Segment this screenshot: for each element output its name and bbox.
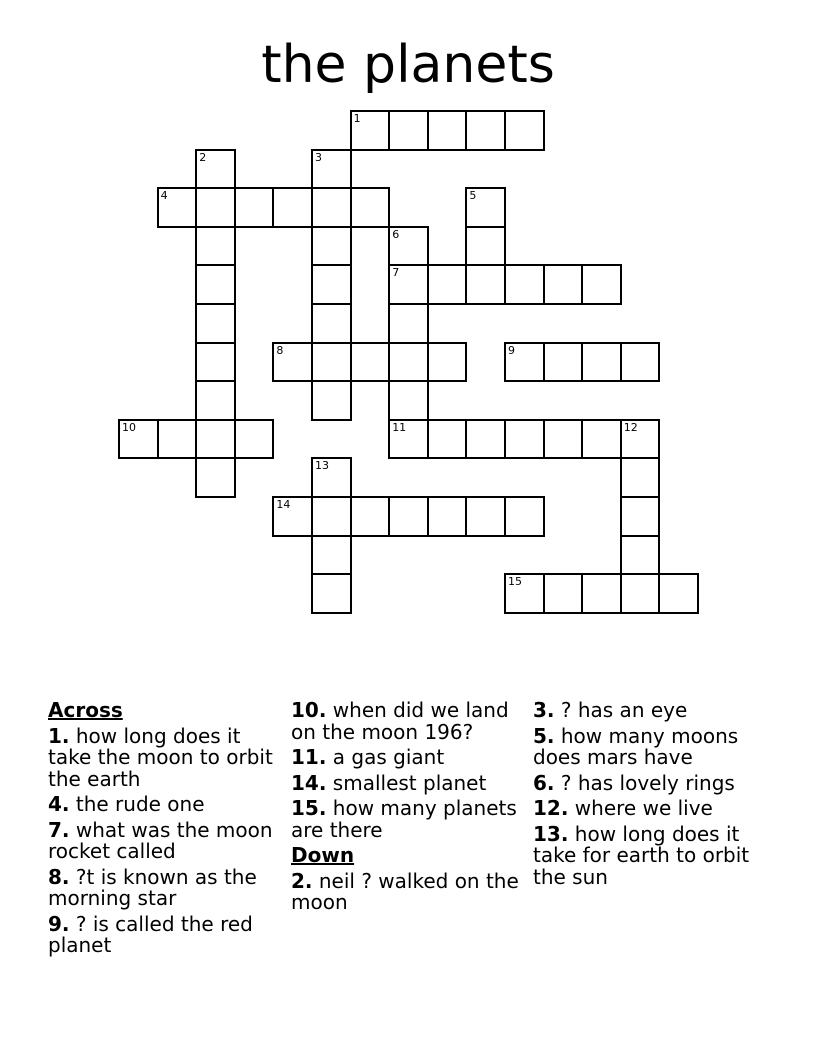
grid-cell[interactable] [272, 187, 313, 228]
grid-cell[interactable] [465, 187, 506, 228]
grid-cell[interactable] [543, 342, 584, 383]
cell-number: 15 [508, 575, 522, 589]
grid-cell[interactable] [157, 187, 198, 228]
clue-down-5: 5. how many moons does mars have [533, 723, 739, 769]
grid-cell[interactable] [658, 573, 699, 614]
grid-cell[interactable] [388, 110, 429, 151]
grid-cell[interactable] [195, 419, 236, 460]
grid-cell[interactable] [311, 573, 352, 614]
grid-cell[interactable] [504, 496, 545, 537]
puzzle-title: the planets [261, 35, 555, 95]
grid-cell[interactable] [195, 187, 236, 228]
grid-cell[interactable] [350, 110, 391, 151]
grid-cell[interactable] [311, 342, 352, 383]
grid-cell[interactable] [620, 419, 661, 460]
grid-cell[interactable] [311, 380, 352, 421]
grid-cell[interactable] [620, 496, 661, 537]
grid-cell[interactable] [195, 149, 236, 190]
grid-cell[interactable] [543, 573, 584, 614]
clue-across-4: 4. the rude one [48, 792, 205, 816]
grid-cell[interactable] [311, 303, 352, 344]
cell-number: 2 [199, 150, 207, 164]
clue-across-10: 10. when did we land on the moon 196? [291, 698, 509, 744]
grid-cell[interactable] [234, 419, 275, 460]
clue-across-1: 1. how long does it take the moon to orbit the earth [48, 723, 273, 791]
grid-cell[interactable] [118, 419, 159, 460]
grid-cell[interactable] [581, 264, 622, 305]
cell-number: 7 [392, 266, 400, 280]
clue-down-12: 12. where we live [533, 796, 713, 820]
grid-cell[interactable] [311, 264, 352, 305]
cell-number: 3 [315, 150, 322, 164]
grid-cell[interactable] [581, 573, 622, 614]
grid-cell[interactable] [311, 149, 352, 190]
cell-number: 13 [315, 459, 329, 473]
grid-cell[interactable] [581, 419, 622, 460]
grid-cell[interactable] [465, 496, 506, 537]
clue-down-3: 3. ? has an eye [533, 698, 688, 722]
clue-across-15: 15. how many planets are there [291, 796, 517, 842]
grid-cell[interactable] [620, 573, 661, 614]
grid-cell[interactable] [195, 457, 236, 498]
grid-cell[interactable] [620, 457, 661, 498]
cell-number: 5 [469, 189, 477, 203]
grid-cell[interactable] [427, 264, 468, 305]
grid-cell[interactable] [272, 496, 313, 537]
grid-cell[interactable] [620, 342, 661, 383]
clue-down-6: 6. ? has lovely rings [533, 770, 735, 795]
clue-down-2: 2. neil ? walked on the moon [291, 868, 519, 914]
clue-across-7: 7. what was the moon rocket called [48, 817, 273, 863]
across-heading: Across [48, 698, 123, 722]
grid-cell[interactable] [272, 342, 313, 383]
grid-cell[interactable] [427, 342, 468, 383]
grid-cell[interactable] [195, 226, 236, 267]
down-heading: Down [291, 843, 355, 867]
grid-cell[interactable] [465, 419, 506, 460]
grid-cell[interactable] [543, 264, 584, 305]
grid-cell[interactable] [195, 264, 236, 305]
grid-cell[interactable] [388, 264, 429, 305]
grid-cell[interactable] [581, 342, 622, 383]
clues-column-2 [291, 700, 521, 918]
clues-column-3 [533, 700, 763, 892]
cell-number: 9 [508, 343, 515, 357]
grid-cell[interactable] [195, 342, 236, 383]
grid-cell[interactable] [388, 380, 429, 421]
clue-across-9: 9. ? is called the red planet [48, 911, 253, 957]
clue-across-11: 11. a gas giant [291, 745, 445, 769]
grid-cell[interactable] [427, 496, 468, 537]
grid-cell[interactable] [195, 303, 236, 344]
grid-cell[interactable] [543, 419, 584, 460]
clues-column-1 [48, 700, 278, 961]
grid-cell[interactable] [350, 496, 391, 537]
grid-cell[interactable] [388, 303, 429, 344]
clue-down-13: 13. how long does it take for earth to orbit the sun [533, 821, 750, 889]
grid-cell[interactable] [504, 573, 545, 614]
grid-cell[interactable] [620, 535, 661, 576]
grid-cell[interactable] [195, 380, 236, 421]
grid-cell[interactable] [311, 187, 352, 228]
grid-cell[interactable] [388, 496, 429, 537]
cell-number: 11 [392, 420, 407, 434]
grid-cell[interactable] [427, 110, 468, 151]
clue-across-14: 14. smallest planet [291, 770, 487, 795]
grid-cell[interactable] [427, 419, 468, 460]
grid-cell[interactable] [504, 419, 545, 460]
cell-number: 12 [623, 420, 638, 434]
grid-cell[interactable] [311, 457, 352, 498]
grid-cell[interactable] [311, 226, 352, 267]
grid-cell[interactable] [311, 496, 352, 537]
grid-cell[interactable] [388, 419, 429, 460]
grid-cell[interactable] [504, 264, 545, 305]
grid-cell[interactable] [311, 535, 352, 576]
grid-cell[interactable] [504, 342, 545, 383]
grid-cell[interactable] [465, 226, 506, 267]
cell-number: 4 [160, 189, 168, 203]
grid-cell[interactable] [504, 110, 545, 151]
grid-cell[interactable] [157, 419, 198, 460]
cell-number: 6 [392, 227, 400, 241]
cell-number: 1 [353, 112, 361, 125]
cell-number: 14 [276, 498, 291, 511]
grid-cell[interactable] [234, 187, 275, 228]
cell-number: 10 [122, 420, 136, 434]
grid-cell[interactable] [350, 342, 391, 383]
grid-cell[interactable] [465, 110, 506, 151]
clue-across-8: 8. ?t is known as the morning star [48, 864, 257, 910]
cell-number: 8 [276, 343, 284, 357]
grid-cell[interactable] [388, 342, 429, 383]
grid-cell[interactable] [350, 187, 391, 228]
grid-cell[interactable] [465, 264, 506, 305]
grid-cell[interactable] [388, 226, 429, 267]
